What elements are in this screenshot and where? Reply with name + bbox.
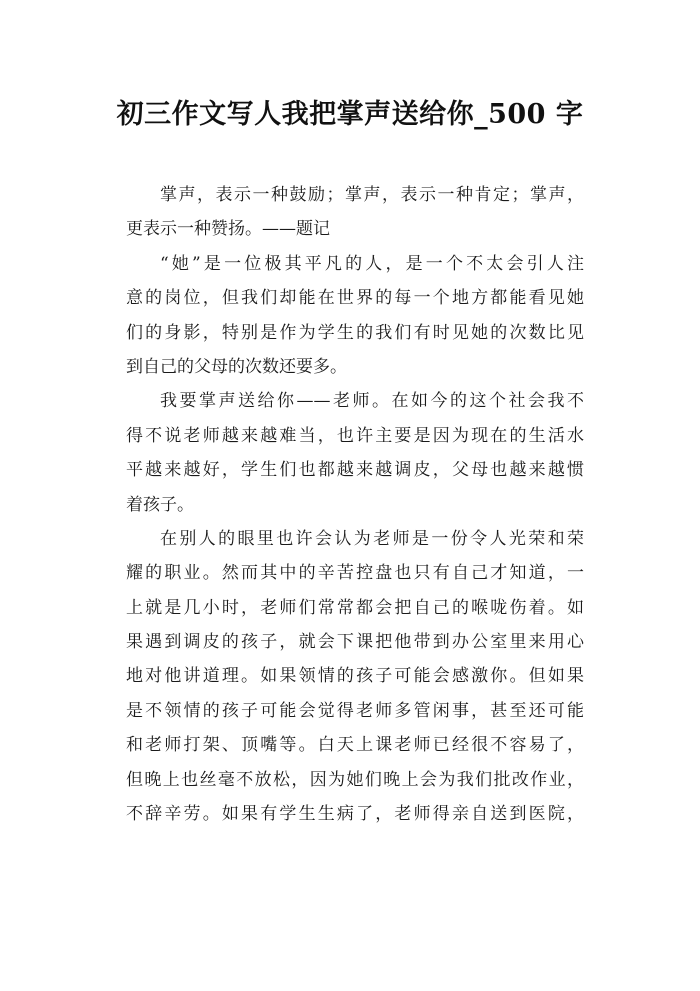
document-title: 初三作文写人我把掌声送给你_500 字	[116, 99, 584, 130]
text-line: 们的身影，特别是作为学生的我们有时见她的次数比见	[126, 322, 584, 343]
text-line: 但晚上也丝毫不放松，因为她们晚上会为我们批改作业，	[126, 769, 584, 790]
text-line: 到自己的父母的次数还要多。	[126, 356, 347, 377]
document-body	[126, 178, 584, 831]
text-line: 掌声，表示一种鼓励；掌声，表示一种肯定；掌声，	[160, 185, 584, 205]
text-line: 意的岗位，但我们却能在世界的每一个地方都能看见她	[126, 288, 584, 309]
text-line: 耀的职业。然而其中的辛苦控盘也只有自己才知道，一	[126, 563, 584, 584]
text-line: 是不领情的孩子可能会觉得老师多管闲事，甚至还可能	[126, 700, 584, 721]
text-line: “她”是一位极其平凡的人，是一个不太会引人注	[160, 253, 584, 274]
text-line: 上就是几小时，老师们常常都会把自己的喉咙伤着。如	[126, 597, 584, 618]
text-line: 和老师打架、顶嘴等。白天上课老师已经很不容易了，	[126, 735, 584, 756]
text-line: 不辞辛劳。如果有学生生病了，老师得亲自送到医院，	[126, 804, 584, 825]
text-line: 我要掌声送给你——老师。在如今的这个社会我不	[160, 391, 584, 412]
text-line: 地对他讲道理。如果领情的孩子可能会感激你。但如果	[126, 666, 584, 687]
text-line: 着孩子。	[126, 494, 194, 515]
text-line: 更表示一种赞扬。——题记	[126, 219, 330, 240]
text-line: 得不说老师越来越难当，也许主要是因为现在的生活水	[126, 425, 584, 446]
text-line: 果遇到调皮的孩子，就会下课把他带到办公室里来用心	[126, 632, 584, 653]
text-line: 平越来越好，学生们也都越来越调皮，父母也越来越惯	[126, 460, 584, 481]
text-line: 在别人的眼里也许会认为老师是一份令人光荣和荣	[160, 528, 584, 549]
